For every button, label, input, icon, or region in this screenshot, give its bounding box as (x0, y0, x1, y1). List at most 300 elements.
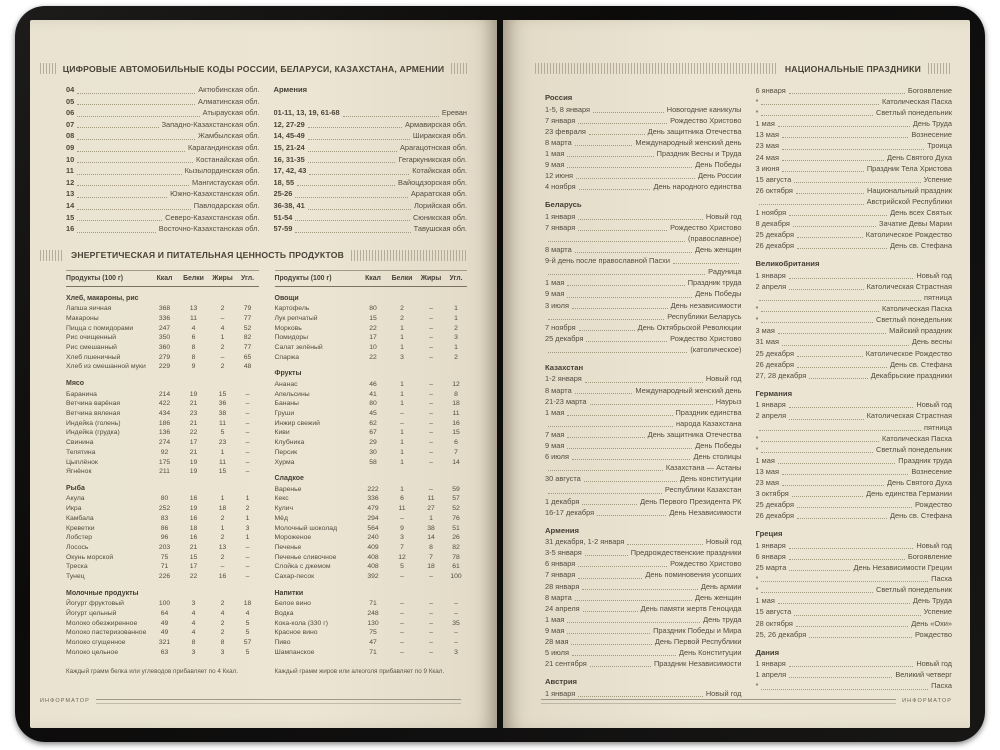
cell: 86 (160, 524, 169, 532)
row-label: 1 января (755, 659, 786, 669)
dotted-leader (578, 123, 667, 124)
row-value: Кызылординская обл. (184, 166, 260, 176)
cell: – (429, 344, 433, 352)
cell: – (245, 400, 250, 408)
dotted-leader (575, 145, 633, 146)
holidays-right-column (756, 85, 953, 699)
cell: 4 (191, 619, 196, 627)
row-value: Католическая Пасха (881, 304, 952, 314)
cell: 408 (367, 563, 379, 571)
row-label: 08 (66, 131, 75, 141)
row-value: Богоявление (907, 86, 952, 95)
row-value: Праздник Весны и Труда (656, 148, 742, 158)
cell: Спаржа (274, 353, 299, 361)
cell: 214 (158, 390, 171, 398)
nutrition-header-row (66, 270, 259, 287)
holiday-row (545, 547, 742, 558)
row-label: 3-5 января (545, 548, 582, 558)
cell: 19 (189, 390, 198, 398)
row-label: 1 января (755, 270, 786, 280)
product-row (66, 494, 259, 504)
cell: Клубника (274, 439, 305, 447)
row-label: 12 июня (545, 171, 574, 181)
row-value: народа Казахстана (676, 418, 742, 428)
row-label: 6 января (755, 86, 786, 95)
nutrition-header-row (275, 270, 468, 287)
row-value: Западно-Казахстанская обл. (161, 119, 260, 129)
row-value: День «Охи» (911, 618, 952, 628)
row-value: Новый год (705, 374, 742, 384)
row-label: 1-2 января (545, 374, 582, 384)
cell: – (245, 458, 250, 466)
cell: – (454, 639, 458, 647)
product-row (66, 438, 259, 448)
row-value: Праздник единства (675, 407, 742, 417)
product-row (275, 648, 468, 658)
cell: 12 (452, 380, 460, 388)
cell: 52 (452, 505, 460, 513)
cell: 360 (158, 344, 171, 352)
cell: 6 (454, 439, 458, 447)
cell: 80 (160, 495, 169, 503)
holiday-row (756, 174, 953, 185)
row-value: Успение (923, 174, 952, 184)
country-header: Армения (545, 525, 579, 535)
cell: Молоко цельное (66, 648, 119, 656)
dotted-leader (77, 174, 182, 175)
cell: 49 (160, 619, 169, 627)
cell: 18 (427, 563, 435, 571)
country-header: Германия (755, 388, 793, 398)
row-label: 1 мая (545, 278, 565, 288)
code-row (66, 107, 260, 119)
row-label: 1 мая (545, 407, 565, 417)
nutrition-left-column (66, 270, 259, 658)
cell: – (429, 600, 433, 608)
codes-title-bar (40, 62, 467, 75)
row-value: Зачатие Девы Марии (878, 219, 952, 229)
holiday-row (545, 536, 742, 547)
header-cell: Жиры (212, 274, 233, 282)
row-label: 15 августа (755, 174, 792, 184)
code-row (274, 188, 468, 200)
row-value: Арагацотнская обл. (400, 142, 467, 152)
car-codes-kazakhstan-column (66, 84, 260, 235)
dotted-leader (778, 333, 886, 334)
row-value: День Независимости (669, 507, 742, 517)
cell: 16 (189, 534, 198, 542)
dotted-leader (77, 209, 191, 210)
cell: 3 (400, 353, 404, 361)
cell: 211 (159, 468, 170, 476)
holiday-row (756, 562, 953, 573)
cell: – (454, 600, 458, 608)
product-row (66, 419, 259, 429)
row-label: 16-17 декабря (545, 507, 595, 517)
cell: – (429, 573, 433, 581)
row-value: Предрождественские праздники (630, 548, 742, 558)
cell: 203 (158, 543, 171, 551)
cell: – (429, 629, 433, 637)
nutrition-footnotes (66, 668, 467, 676)
holiday-row (756, 96, 953, 107)
row-value: Актюбинская обл. (198, 85, 260, 94)
cell: 222 (367, 485, 379, 493)
dotted-leader (548, 319, 664, 320)
cell: 23 (189, 410, 198, 418)
code-row (66, 84, 260, 96)
row-value: Католическая Пасха (881, 97, 952, 107)
row-label: 3 октября (755, 489, 789, 499)
holiday-row (545, 558, 742, 569)
row-value: Новый год (916, 400, 952, 410)
row-label: 24 апреля (545, 603, 580, 613)
row-label: 12, 27-29 (273, 119, 305, 129)
holiday-row (545, 647, 742, 658)
row-value: День памяти жертв Геноцида (640, 603, 742, 613)
cell: Водка (274, 610, 294, 617)
cell: 18 (189, 524, 198, 532)
nutrition-title-bar (40, 249, 467, 262)
row-label: 23 мая (755, 478, 779, 487)
cell: Сахар-песок (274, 573, 315, 581)
row-label: 1 декабря (545, 496, 580, 506)
product-row (66, 562, 259, 572)
dotted-leader (308, 162, 396, 163)
product-row (275, 353, 468, 363)
page-footer-right (535, 698, 952, 704)
section-title: Фрукты (274, 370, 302, 378)
dotted-leader (578, 219, 703, 220)
cell: 29 (369, 439, 377, 447)
cell: 15 (189, 553, 198, 561)
cell: – (400, 514, 404, 522)
cell: 1 (400, 439, 404, 447)
row-label: 1 мая (545, 148, 565, 158)
cell: 2 (400, 305, 404, 313)
row-label: 13 мая (755, 466, 779, 476)
cell: 26 (452, 534, 460, 542)
cell: 1 (400, 400, 404, 408)
cell: 96 (160, 534, 169, 542)
cell: Морковь (274, 324, 302, 332)
dotted-leader (578, 566, 667, 567)
row-label: 8 марта (545, 137, 572, 147)
row-label: 57-59 (273, 224, 293, 234)
row-value: Атырауская обл. (202, 108, 260, 118)
product-row (275, 553, 468, 563)
row-label: 23 февраля (545, 126, 586, 136)
cell: 15 (218, 390, 227, 398)
cell: 1 (400, 429, 404, 437)
row-label: 16 (66, 224, 75, 234)
dotted-leader (789, 407, 914, 408)
row-label: 7 января (545, 115, 576, 125)
holiday-row (756, 152, 953, 163)
cell: 9 (191, 363, 196, 371)
dotted-leader (548, 241, 685, 242)
cell: 2 (454, 353, 458, 361)
row-value: Международный женский день (635, 385, 742, 395)
cell: Печенье сливочное (274, 553, 337, 561)
cell: 92 (160, 448, 169, 456)
cell: Молочный шоколад (274, 524, 338, 532)
country-header: Казахстан (545, 362, 584, 372)
holidays-left-column (545, 85, 742, 699)
cell: Мороженое (274, 534, 312, 542)
row-label: 25 декабря (755, 348, 794, 358)
holiday-row (545, 311, 742, 322)
product-row (275, 494, 468, 504)
cell: 71 (160, 563, 169, 571)
cell: 48 (243, 363, 252, 371)
cell: 47 (369, 639, 377, 647)
cell: 7 (400, 543, 404, 551)
cell: 27 (427, 505, 435, 513)
cell: – (245, 553, 250, 561)
dotted-leader (593, 112, 664, 113)
row-value: Рождество (914, 629, 952, 639)
row-value: Вознесение (911, 130, 952, 140)
holiday-row (756, 658, 953, 669)
row-label: 1-5, 8 января (545, 104, 591, 114)
cell: 2 (245, 505, 250, 513)
row-value: День защитника Отечества (647, 429, 742, 439)
row-label: 21 сентября (545, 659, 587, 669)
holiday-row (545, 159, 742, 170)
row-value: День защитника Отечества (647, 126, 742, 136)
dotted-leader (789, 570, 850, 571)
dotted-leader (77, 139, 195, 140)
holiday-row (756, 325, 953, 336)
row-label: 2 апреля (755, 282, 787, 291)
product-row (275, 609, 468, 619)
holiday-row (756, 455, 953, 466)
holiday-row (545, 288, 742, 299)
product-row (275, 448, 468, 458)
cell: – (429, 380, 433, 388)
header-cell: Угл. (240, 274, 254, 282)
holiday-row (756, 669, 953, 680)
dotted-leader (590, 404, 713, 405)
row-label: 14 (66, 200, 75, 210)
holiday-row (545, 396, 742, 407)
cell: 21 (189, 419, 198, 427)
code-row (66, 119, 260, 131)
cell: 11 (452, 410, 460, 418)
cell: 38 (218, 410, 227, 418)
dotted-leader (77, 104, 195, 105)
cell: 279 (158, 353, 171, 361)
cell: – (429, 400, 433, 408)
cell: 5 (400, 563, 404, 571)
cell: – (245, 390, 250, 398)
holiday-row (756, 140, 953, 151)
row-value: Великий четверг (895, 670, 952, 680)
cell: Икра (66, 505, 82, 513)
cell: 252 (158, 505, 171, 513)
dotted-leader (548, 352, 687, 353)
cell: – (400, 410, 404, 418)
cell: 336 (158, 314, 171, 322)
row-value: Пасха (931, 574, 952, 584)
code-row (66, 188, 260, 200)
cell: 11 (218, 458, 227, 466)
dotted-leader (789, 289, 864, 290)
row-value: Светлый понедельник (876, 444, 952, 454)
cell: Инжир свежий (274, 419, 320, 427)
product-row (275, 380, 468, 390)
section-title: Напитки (274, 589, 304, 597)
row-value: День Октябрьской Революции (637, 322, 742, 332)
product-row (275, 562, 468, 572)
row-label: 7 января (545, 570, 576, 580)
holiday-row (545, 277, 742, 288)
cell: 4 (220, 610, 225, 617)
row-label: 3 июня (755, 163, 780, 173)
row-label: 8 декабря (755, 219, 790, 229)
holidays-table (545, 85, 952, 699)
cell: – (429, 305, 433, 313)
cell: 51 (452, 524, 460, 532)
dotted-leader (572, 655, 676, 656)
row-label: 1 мая (755, 596, 775, 606)
row-value: Костанайская обл. (196, 154, 260, 164)
holiday-row (756, 314, 953, 325)
row-value: Австрийской Республики (866, 196, 952, 206)
dotted-leader (548, 493, 662, 494)
cell: 71 (369, 648, 377, 656)
cell: 1 (400, 324, 404, 332)
section-title: Хлеб, макароны, рис (66, 294, 139, 302)
cell: 1 (429, 514, 433, 522)
cell: Хлеб из смешанной муки (66, 363, 146, 371)
row-label: 04 (66, 85, 75, 94)
row-value: Новогодние каникулы (666, 104, 742, 114)
cell: Помидоры (274, 334, 309, 342)
holiday-row (545, 462, 742, 473)
holiday-row (756, 629, 953, 640)
footer-rule (96, 699, 461, 704)
row-label: 1 января (755, 540, 786, 550)
cell: 4 (220, 324, 225, 332)
row-value: Католическое Рождество (865, 230, 952, 240)
cell: 1 (245, 495, 250, 503)
dotted-leader (797, 367, 887, 368)
holiday-row (545, 211, 742, 222)
row-label: 28 мая (545, 637, 569, 647)
product-row (275, 304, 468, 314)
cell: 62 (369, 419, 377, 427)
cell: – (429, 324, 433, 332)
code-row (274, 154, 468, 166)
row-value: Праздник Победы и Мира (653, 625, 742, 635)
holiday-row (545, 569, 742, 580)
cell: 64 (160, 610, 169, 617)
cell: – (429, 410, 433, 418)
cell: 3 (191, 600, 196, 608)
dotted-leader (796, 626, 908, 627)
row-value: (католическое) (690, 344, 742, 354)
product-row (66, 467, 259, 477)
cell: 2 (220, 553, 225, 561)
holiday-row (545, 603, 742, 614)
holiday-row (545, 115, 742, 126)
dotted-leader (308, 139, 410, 140)
row-label: 9-й день после православной Пасхи (545, 256, 670, 266)
cell: 1 (245, 514, 250, 522)
row-value: Праздник труда (687, 278, 742, 288)
row-value: Троица (927, 141, 952, 151)
row-label: * (755, 574, 759, 584)
holiday-row (756, 348, 953, 359)
dotted-leader (343, 116, 439, 117)
cell: – (245, 439, 250, 447)
product-row (275, 438, 468, 448)
row-value: Богоявление (907, 551, 952, 561)
cell: Пицца с помидорами (66, 324, 134, 332)
country-header: Австрия (545, 677, 578, 687)
row-label: 10 (66, 154, 75, 164)
cell: Йогурт фруктовый (66, 600, 124, 608)
row-value: Вайоцдзорская обл. (398, 177, 467, 187)
cell: Цыплёнок (66, 458, 98, 466)
cell: 19 (189, 505, 198, 513)
dotted-leader (77, 232, 156, 233)
holiday-row (545, 614, 742, 625)
holiday-row (545, 170, 742, 181)
hatch-pattern-icon (928, 63, 952, 74)
dotted-leader (585, 555, 628, 556)
cell: 67 (369, 429, 377, 437)
dotted-leader (548, 426, 673, 427)
row-label: 30 августа (545, 474, 581, 484)
cell: 82 (243, 334, 252, 342)
codes-title: ЦИФРОВЫЕ АВТОМОБИЛЬНЫЕ КОДЫ РОССИИ, БЕЛАРУСИ, КАЗАХСТАНА, АРМЕНИИ (62, 63, 445, 74)
dotted-leader (627, 544, 702, 545)
row-value: Карагандинская обл. (187, 142, 260, 152)
dotted-leader (589, 134, 645, 135)
dotted-leader (759, 204, 864, 205)
cell: Картофель (274, 305, 310, 313)
row-label: 51-54 (273, 212, 293, 222)
cell: 7 (429, 553, 433, 561)
cell: – (400, 610, 404, 617)
cell: 76 (452, 514, 460, 522)
row-value: Рождество Христово (670, 333, 742, 343)
cell: 2 (400, 314, 404, 322)
holiday-row (545, 407, 742, 418)
cell: 100 (158, 600, 171, 608)
dotted-leader (295, 220, 410, 221)
cell: 4 (245, 610, 250, 617)
holiday-row (756, 370, 953, 381)
cell: 294 (367, 514, 379, 522)
cell: Апельсины (274, 390, 310, 398)
row-label: 28 января (545, 581, 580, 591)
car-codes-table (66, 84, 467, 235)
country-header: Беларусь (545, 200, 582, 210)
cell: Хурма (274, 458, 295, 466)
page-left (30, 20, 497, 728)
row-label: 31 декабря, 1-2 января (545, 537, 625, 547)
dotted-leader (77, 197, 167, 198)
cell: 321 (158, 639, 171, 647)
cell: 14 (427, 534, 435, 542)
dotted-leader (582, 589, 697, 590)
row-label: 21-23 марта (545, 396, 587, 406)
row-label: 26 декабря (755, 511, 794, 521)
